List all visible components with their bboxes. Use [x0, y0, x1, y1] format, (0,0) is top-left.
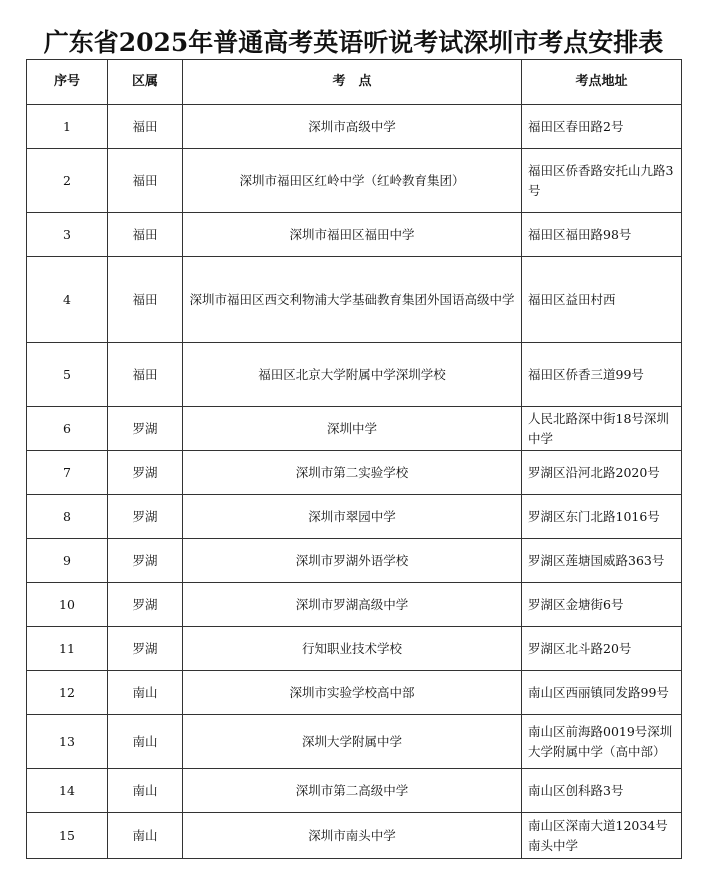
- cell-district: 南山: [108, 769, 183, 813]
- cell-no: 7: [27, 451, 108, 495]
- exam-site-table: [26, 59, 682, 859]
- cell-district: 罗湖: [108, 539, 183, 583]
- cell-site: 深圳市实验学校高中部: [183, 671, 522, 715]
- header-address: 考点地址: [522, 60, 682, 105]
- table-row: [27, 627, 682, 671]
- cell-address: 罗湖区北斗路20号: [522, 627, 682, 671]
- cell-site: 深圳中学: [183, 407, 522, 451]
- cell-site: 行知职业技术学校: [183, 627, 522, 671]
- table-row: [27, 257, 682, 343]
- cell-address: 人民北路深中街18号深圳中学: [522, 407, 682, 451]
- table-row: [27, 149, 682, 213]
- cell-no: 6: [27, 407, 108, 451]
- cell-district: 福田: [108, 149, 183, 213]
- table-row: [27, 583, 682, 627]
- cell-no: 2: [27, 149, 108, 213]
- cell-district: 罗湖: [108, 583, 183, 627]
- cell-no: 8: [27, 495, 108, 539]
- cell-district: 福田: [108, 213, 183, 257]
- table-row: [27, 539, 682, 583]
- cell-no: 13: [27, 715, 108, 769]
- cell-address: 罗湖区金塘街6号: [522, 583, 682, 627]
- cell-no: 9: [27, 539, 108, 583]
- cell-address: 南山区西丽镇同发路99号: [522, 671, 682, 715]
- cell-address: 南山区深南大道12034号南头中学: [522, 813, 682, 859]
- table-row: [27, 671, 682, 715]
- table-row: [27, 715, 682, 769]
- cell-no: 15: [27, 813, 108, 859]
- cell-district: 罗湖: [108, 495, 183, 539]
- table-row: [27, 769, 682, 813]
- table-row: [27, 105, 682, 149]
- cell-site: 深圳市高级中学: [183, 105, 522, 149]
- cell-no: 14: [27, 769, 108, 813]
- header-site: 考 点: [183, 60, 522, 105]
- cell-district: 罗湖: [108, 627, 183, 671]
- cell-address: 南山区创科路3号: [522, 769, 682, 813]
- cell-site: 深圳市翠园中学: [183, 495, 522, 539]
- cell-site: 深圳大学附属中学: [183, 715, 522, 769]
- table-row: [27, 407, 682, 451]
- header-no: 序号: [27, 60, 108, 105]
- cell-address: 罗湖区沿河北路2020号: [522, 451, 682, 495]
- cell-district: 福田: [108, 343, 183, 407]
- cell-address: 福田区侨香路安托山九路3号: [522, 149, 682, 213]
- cell-address: 福田区侨香三道99号: [522, 343, 682, 407]
- cell-district: 南山: [108, 813, 183, 859]
- cell-district: 罗湖: [108, 451, 183, 495]
- table-row: [27, 813, 682, 859]
- cell-district: 罗湖: [108, 407, 183, 451]
- cell-address: 福田区春田路2号: [522, 105, 682, 149]
- cell-address: 南山区前海路0019号深圳大学附属中学（高中部）: [522, 715, 682, 769]
- cell-no: 11: [27, 627, 108, 671]
- cell-district: 南山: [108, 715, 183, 769]
- cell-address: 福田区益田村西: [522, 257, 682, 343]
- cell-site: 福田区北京大学附属中学深圳学校: [183, 343, 522, 407]
- page-title: 广东省2025年普通高考英语听说考试深圳市考点安排表: [43, 28, 664, 57]
- table-row: [27, 451, 682, 495]
- cell-no: 5: [27, 343, 108, 407]
- cell-address: 福田区福田路98号: [522, 213, 682, 257]
- cell-district: 福田: [108, 257, 183, 343]
- cell-site: 深圳市南头中学: [183, 813, 522, 859]
- header-district: 区属: [108, 60, 183, 105]
- table-row: [27, 213, 682, 257]
- cell-address: 罗湖区东门北路1016号: [522, 495, 682, 539]
- cell-site: 深圳市福田区红岭中学（红岭教育集团）: [183, 149, 522, 213]
- cell-site: 深圳市第二实验学校: [183, 451, 522, 495]
- cell-no: 4: [27, 257, 108, 343]
- cell-no: 10: [27, 583, 108, 627]
- cell-no: 3: [27, 213, 108, 257]
- cell-site: 深圳市罗湖外语学校: [183, 539, 522, 583]
- table-row: [27, 495, 682, 539]
- cell-district: 南山: [108, 671, 183, 715]
- table-header-row: [27, 60, 682, 105]
- cell-no: 1: [27, 105, 108, 149]
- cell-site: 深圳市福田区福田中学: [183, 213, 522, 257]
- cell-no: 12: [27, 671, 108, 715]
- cell-address: 罗湖区莲塘国威路363号: [522, 539, 682, 583]
- cell-district: 福田: [108, 105, 183, 149]
- cell-site: 深圳市罗湖高级中学: [183, 583, 522, 627]
- cell-site: 深圳市第二高级中学: [183, 769, 522, 813]
- table-row: [27, 343, 682, 407]
- cell-site: 深圳市福田区西交利物浦大学基础教育集团外国语高级中学: [183, 257, 522, 343]
